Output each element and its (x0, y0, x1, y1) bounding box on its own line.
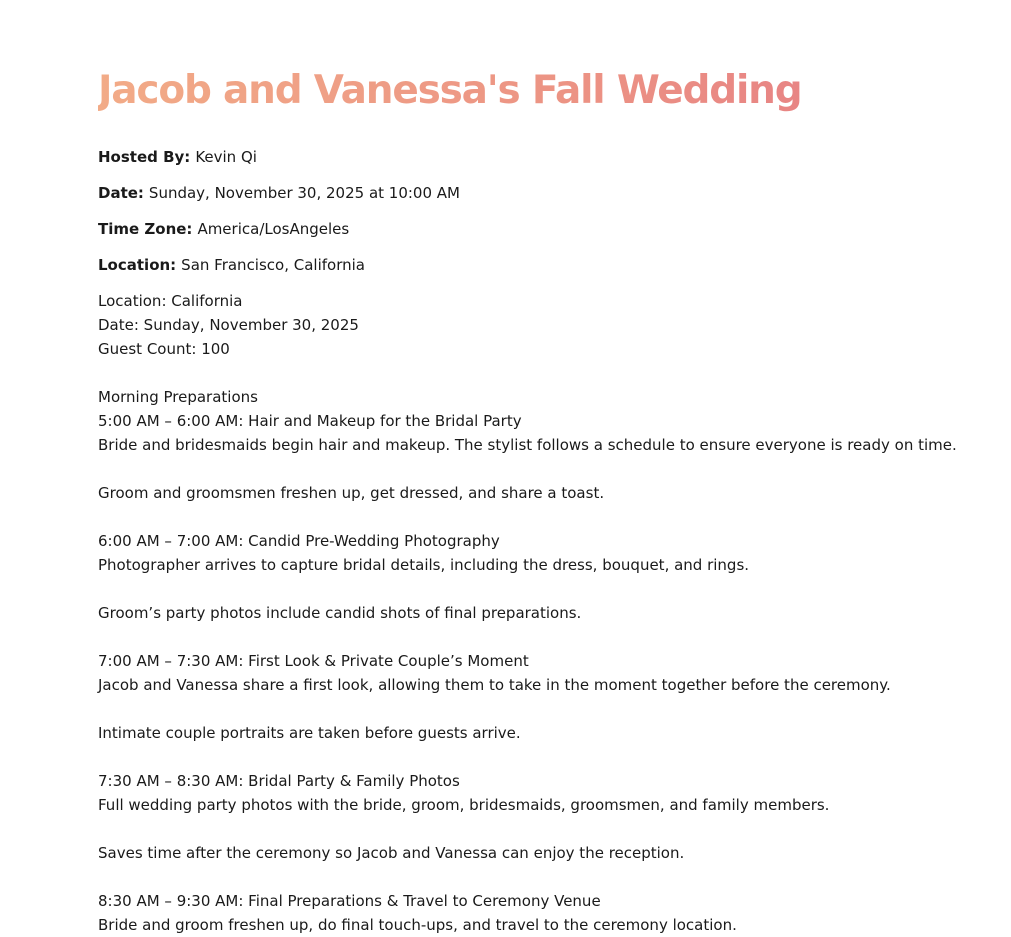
schedule-heading: Morning Preparations (98, 388, 258, 406)
spacer (98, 577, 958, 601)
summary-location: Location: California (98, 292, 243, 310)
location-label: Location: (98, 256, 177, 274)
time-zone-label: Time Zone: (98, 220, 193, 238)
schedule-detail: Groom and groomsmen freshen up, get dressed, and share a toast. (98, 484, 605, 502)
spacer (98, 817, 958, 841)
spacer (98, 697, 958, 721)
schedule-detail: Full wedding party photos with the bride, groom, bridesmaids, groomsmen, and family members. (98, 796, 830, 814)
time-zone-row (98, 219, 958, 239)
date-label: Date: (98, 184, 144, 202)
hosted-by-value: Kevin Qi (195, 148, 257, 166)
event-description (98, 289, 958, 937)
schedule-time-2: 6:00 AM – 7:00 AM: Candid Pre-Wedding Photography (98, 532, 500, 550)
schedule-time-1: 5:00 AM – 6:00 AM: Hair and Makeup for the Bridal Party (98, 412, 522, 430)
spacer (98, 457, 958, 481)
schedule-detail: Intimate couple portraits are taken before guests arrive. (98, 724, 521, 742)
schedule-detail: Saves time after the ceremony so Jacob and Vanessa can enjoy the reception. (98, 844, 685, 862)
schedule-detail: Photographer arrives to capture bridal details, including the dress, bouquet, and rings. (98, 556, 750, 574)
hosted-by-label: Hosted By: (98, 148, 191, 166)
date-value: Sunday, November 30, 2025 at 10:00 AM (148, 184, 460, 202)
location-row (98, 255, 958, 275)
hosted-by-row (98, 147, 958, 167)
schedule-detail: Groom’s party photos include candid shots of final preparations. (98, 604, 582, 622)
spacer (98, 505, 958, 529)
summary-guest-count: Guest Count: 100 (98, 340, 230, 358)
spacer (98, 361, 958, 385)
summary-date: Date: Sunday, November 30, 2025 (98, 316, 359, 334)
schedule-time-4: 7:30 AM – 8:30 AM: Bridal Party & Family Photos (98, 772, 460, 790)
time-zone-value: America/LosAngeles (197, 220, 350, 238)
event-details (98, 147, 958, 275)
event-document (98, 62, 958, 937)
schedule-time-5: 8:30 AM – 9:30 AM: Final Preparations & Travel to Ceremony Venue (98, 892, 601, 910)
date-row (98, 183, 958, 203)
spacer (98, 625, 958, 649)
page-title: Jacob and Vanessa's Fall Wedding (98, 62, 958, 120)
schedule-time-3: 7:00 AM – 7:30 AM: First Look & Private Couple’s Moment (98, 652, 529, 670)
location-value: San Francisco, California (181, 256, 365, 274)
spacer (98, 745, 958, 769)
schedule-detail: Jacob and Vanessa share a first look, allowing them to take in the moment together before the ceremony. (98, 676, 891, 694)
schedule-detail: Bride and groom freshen up, do final touch-ups, and travel to the ceremony location. (98, 916, 737, 934)
spacer (98, 865, 958, 889)
schedule-detail: Bride and bridesmaids begin hair and makeup. The stylist follows a schedule to ensure everyone is ready on time. (98, 436, 957, 454)
